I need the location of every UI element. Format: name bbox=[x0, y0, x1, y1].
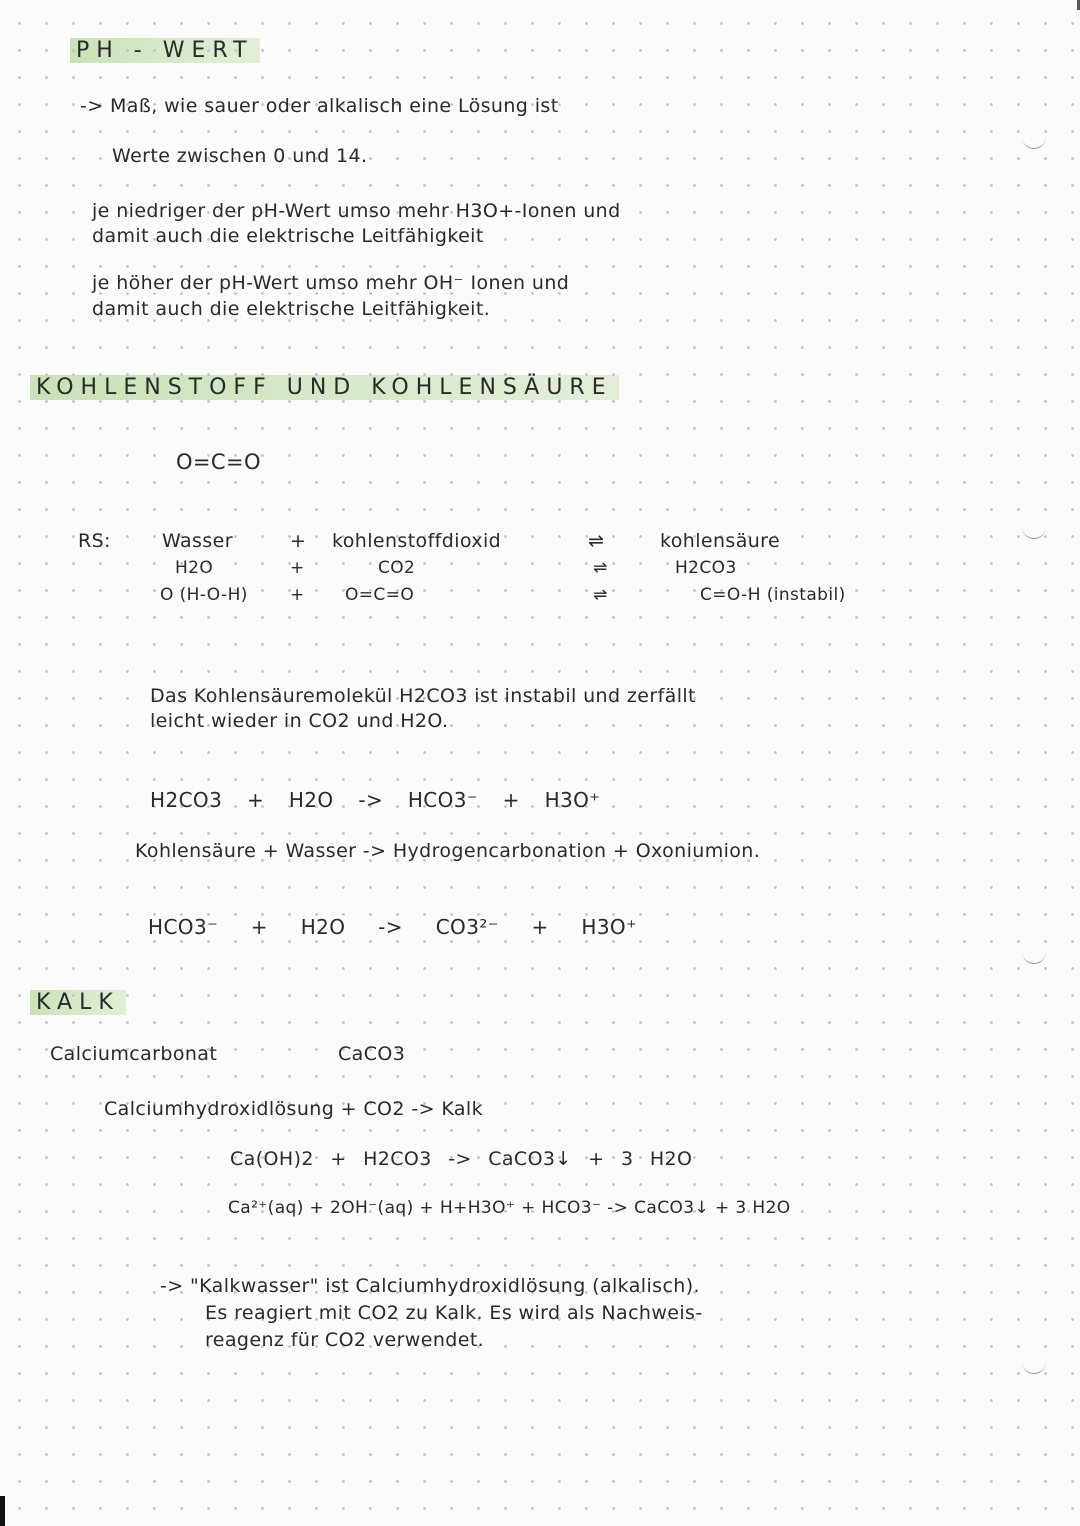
punch-hole-mark bbox=[1022, 130, 1046, 149]
kalk-note-3: reagenz für CO2 verwendet. bbox=[205, 1329, 485, 1351]
kalk-note-1: -> "Kalkwasser" ist Calciumhydroxidlösung (alkalisch). bbox=[160, 1275, 700, 1297]
reaction-formula-equilibrium: ⇌ bbox=[593, 558, 608, 578]
ph-title: PH - WERT bbox=[70, 38, 260, 63]
kalk-note-2: Es reagiert mit CO2 zu Kalk. Es wird als Nachweis- bbox=[205, 1302, 703, 1324]
punch-hole-mark bbox=[1022, 520, 1046, 539]
rs-label: RS: bbox=[78, 530, 111, 552]
reaction-structure-equilibrium: ⇌ bbox=[593, 585, 608, 605]
co2-structure: O=C=O bbox=[176, 450, 261, 474]
kalk-line-3: Ca²⁺(aq) + 2OH⁻(aq) + H+H3O⁺ + HCO3⁻ -> CaCO3↓ + 3 H2O bbox=[228, 1198, 791, 1218]
reaction-structure-plus: + bbox=[290, 585, 305, 605]
kalk-title: KALK bbox=[30, 990, 126, 1015]
reaction-word-co2: kohlenstoffdioxid bbox=[332, 530, 502, 552]
reaction-word-acid: kohlensäure bbox=[660, 530, 781, 552]
punch-hole-mark bbox=[1022, 945, 1046, 964]
kohlen-title: KOHLENSTOFF UND KOHLENSÄURE bbox=[30, 375, 619, 400]
reaction-structure-acid: C=O-H (instabil) bbox=[700, 585, 846, 605]
carbonate-formula: CaCO3 bbox=[338, 1043, 406, 1065]
reaction-formula-co2: CO2 bbox=[378, 558, 416, 578]
ph-line-4: damit auch die elektrische Leitfähigkeit bbox=[92, 225, 484, 247]
ph-line-1: -> Maß, wie sauer oder alkalisch eine Lösung ist bbox=[80, 95, 559, 117]
reaction-word-water: Wasser bbox=[162, 530, 233, 552]
reaction-structure-water: O (H-O-H) bbox=[160, 585, 248, 605]
eq-1-words: Kohlensäure + Wasser -> Hydrogencarbonation + Oxoniumion. bbox=[135, 840, 761, 862]
reaction-word-equilibrium: ⇌ bbox=[588, 530, 605, 552]
kohlen-note-1: Das Kohlensäuremolekül H2CO3 ist instabil und zerfällt bbox=[150, 685, 696, 707]
reaction-structure-co2: O=C=O bbox=[345, 585, 415, 605]
ph-line-5: je höher der pH-Wert umso mehr OH⁻ Ionen und bbox=[92, 272, 570, 294]
reaction-formula-acid: H2CO3 bbox=[675, 558, 737, 578]
kohlen-note-2: leicht wieder in CO2 und H2O. bbox=[150, 710, 449, 732]
kalk-line-1: Calciumhydroxidlösung + CO2 -> Kalk bbox=[104, 1098, 483, 1120]
eq-1: H2CO3 + H2O -> HCO3⁻ + H3O⁺ bbox=[150, 788, 601, 812]
ph-line-3: je niedriger der pH-Wert umso mehr H3O+-Ionen und bbox=[92, 200, 621, 222]
margin-binding-mark bbox=[0, 1496, 5, 1526]
kalk-line-2: Ca(OH)2 + H2CO3 -> CaCO3↓ + 3 H2O bbox=[230, 1148, 693, 1170]
carbonate-label: Calciumcarbonat bbox=[50, 1043, 218, 1065]
reaction-formula-plus: + bbox=[290, 558, 305, 578]
reaction-word-plus: + bbox=[290, 530, 307, 552]
punch-hole-mark bbox=[1022, 1355, 1046, 1374]
ph-line-2: Werte zwischen 0 und 14. bbox=[112, 145, 368, 167]
ph-line-6: damit auch die elektrische Leitfähigkeit. bbox=[92, 298, 491, 320]
reaction-formula-water: H2O bbox=[175, 558, 214, 578]
eq-2: HCO3⁻ + H2O -> CO3²⁻ + H3O⁺ bbox=[148, 915, 638, 939]
